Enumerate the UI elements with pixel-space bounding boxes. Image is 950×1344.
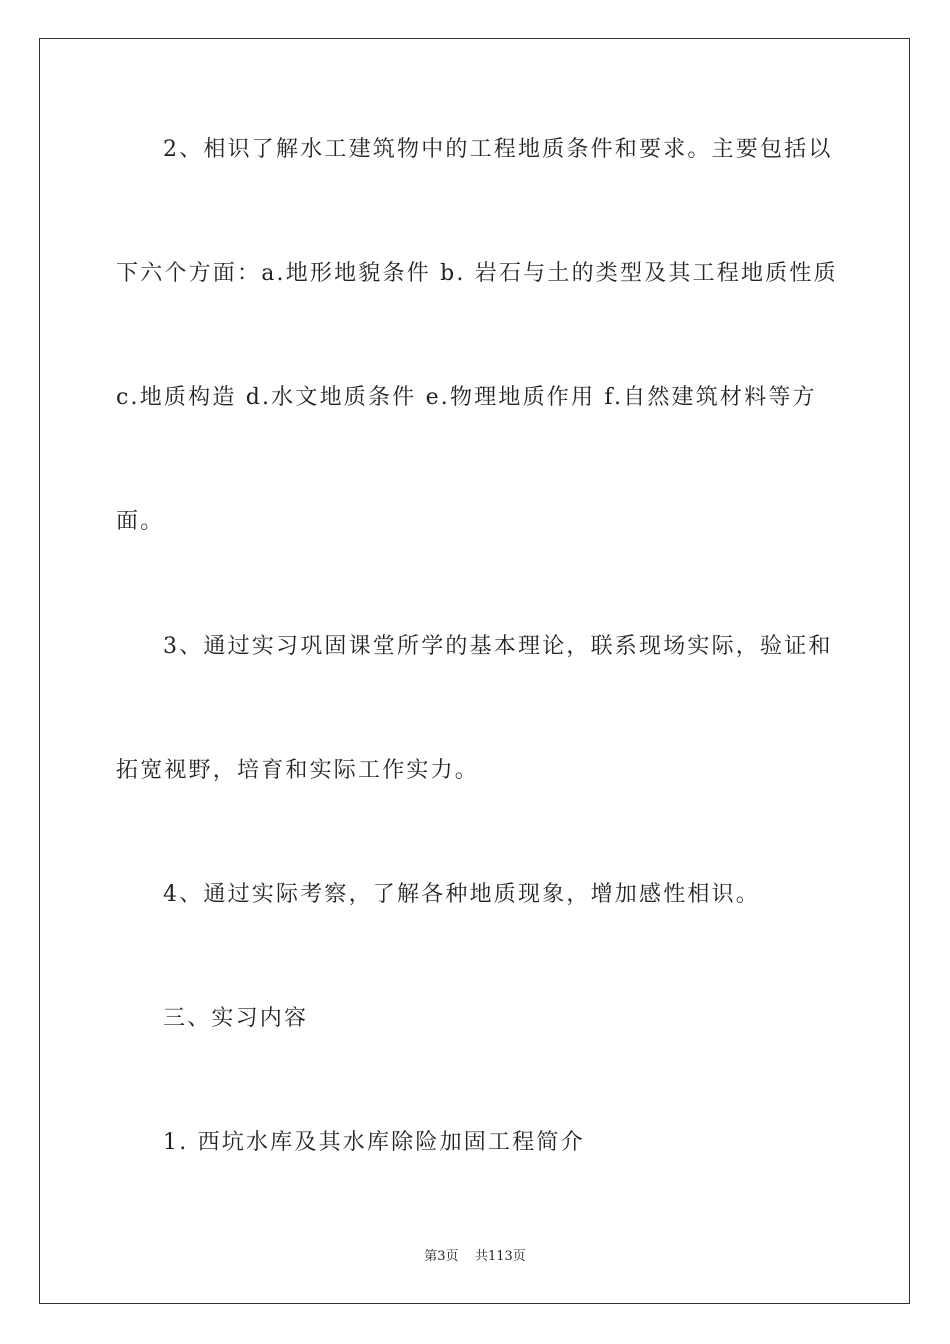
paragraph-2-line-2: 下六个方面：a.地形地貌条件 b. 岩石与土的类型及其工程地质性质 — [116, 261, 838, 286]
subsection-heading: 1. 西坑水库及其水库除险加固工程简介 — [163, 1130, 585, 1155]
section-heading: 三、实习内容 — [163, 1006, 309, 1031]
paragraph-2-line-4: 面。 — [116, 509, 165, 534]
paragraph-4-line-1: 4、通过实际考察，了解各种地质现象，增加感性相识。 — [163, 882, 760, 907]
paragraph-3-line-2: 拓宽视野，培育和实际工作实力。 — [116, 758, 480, 783]
page-border — [39, 38, 910, 1304]
page-number-footer: 第3页 共113页 — [424, 1249, 526, 1264]
paragraph-3-line-1: 3、通过实习巩固课堂所学的基本理论，联系现场实际，验证和 — [163, 634, 833, 659]
paragraph-2-line-3: c.地质构造 d.水文地质条件 e.物理地质作用 f.自然建筑材料等方 — [116, 385, 817, 410]
paragraph-2-line-1: 2、相识了解水工建筑物中的工程地质条件和要求。主要包括以 — [163, 137, 833, 162]
